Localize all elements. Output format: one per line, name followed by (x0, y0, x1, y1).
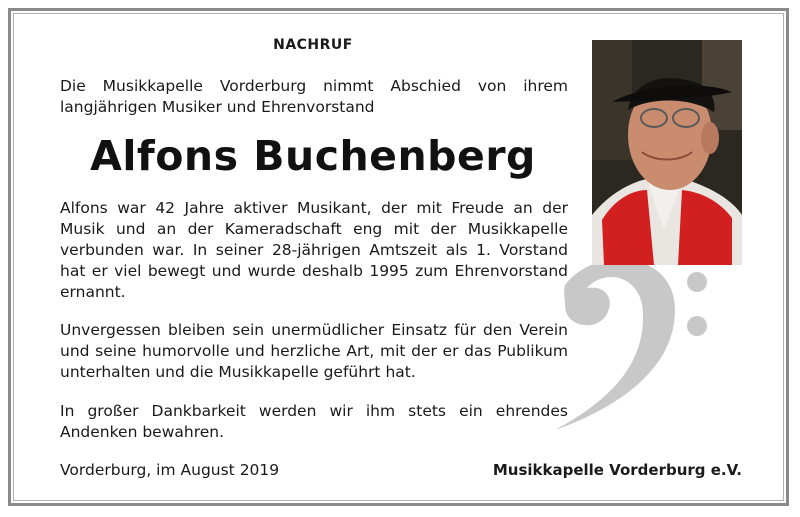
obituary-heading: NACHRUF (273, 37, 353, 53)
intro-text: Die Musikkapelle Vorderburg nimmt Abschied von ihrem langjährigen Musiker und Ehrenvorstand (60, 77, 568, 116)
portrait-photo (592, 40, 742, 265)
paragraph-thanks: In großer Dankbarkeit werden wir ihm stets ein ehrendes Andenken bewahren. (60, 402, 568, 441)
place-date: Vorderburg, im August 2019 (60, 461, 280, 479)
deceased-name: Alfons Buchenberg (90, 132, 536, 180)
paragraph-career: Alfons war 42 Jahre aktiver Musikant, der mit Freude an der Musik und an der Kameradschaft eng mit der Musikkapelle verbunden war. In seiner 28-jährigen Amtszeit als 1. Vorstand hat er viel bewegt und wurde deshalb 1995 zum Ehrenvorstand ernannt. (60, 199, 568, 301)
signature-organization: Musikkapelle Vorderburg e.V. (492, 461, 742, 479)
paragraph-tribute: Unvergessen bleiben sein unermüdlicher Einsatz für den Verein und seine humorvolle und herzliche Art, mit der er das Publikum unterhalten und die Musikkapelle geführt hat. (60, 321, 568, 381)
